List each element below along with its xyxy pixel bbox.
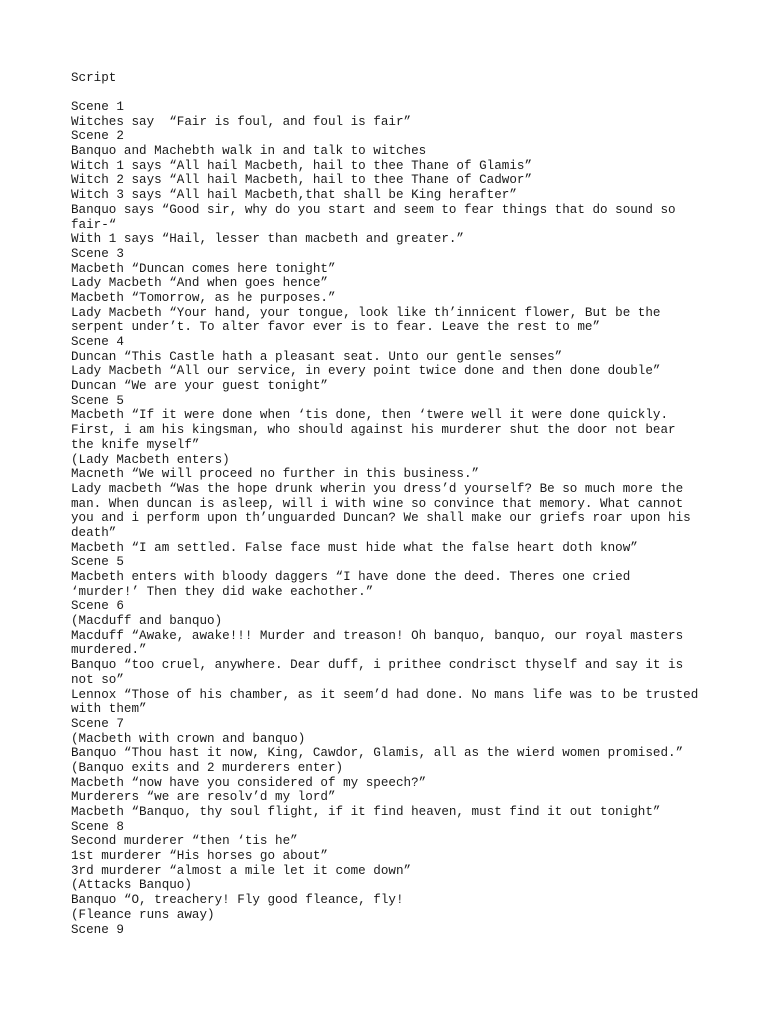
script-line: 3rd murderer “almost a mile let it come down” (71, 863, 412, 878)
script-line: Lennox “Those of his chamber, as it seem’d had done. No mans life was to be trusted (71, 687, 699, 702)
script-line: Macbeth “now have you considered of my speech?” (71, 775, 427, 790)
script-line: Scene 3 (71, 246, 124, 261)
script-line: Lady Macbeth “Your hand, your tongue, look like th’innicent flower, But be the (71, 305, 661, 320)
script-line: not so” (71, 672, 124, 687)
script-line: Lady Macbeth “And when goes hence” (71, 276, 328, 291)
script-line: Macbeth enters with bloody daggers “I have done the deed. Theres one cried (71, 570, 631, 584)
script-line: Scene 2 (71, 129, 124, 144)
script-line: Second murderer “then ‘tis he” (71, 834, 298, 849)
script-body (71, 100, 701, 937)
script-line: ‘murder!’ Then they did wake eachother.” (71, 584, 374, 599)
script-line: Scene 1 (71, 100, 124, 114)
script-line: (Fleance runs away) (71, 907, 215, 922)
script-line: with them” (71, 702, 147, 717)
script-line: Scene 5 (71, 393, 124, 408)
script-line: Macbeth “Duncan comes here tonight” (71, 261, 336, 276)
script-line: death” (71, 525, 117, 540)
script-line: fair-“ (71, 217, 117, 232)
script-line: Scene 5 (71, 555, 124, 570)
script-line: Macneth “We will proceed no further in this business.” (71, 467, 480, 482)
script-line: Macbeth “Tomorrow, as he purposes.” (71, 290, 336, 305)
script-line: Lady Macbeth “All our service, in every point twice done and then done double” (71, 364, 661, 379)
script-line: you and i perform upon th’unguarded Duncan? We shall make our griefs roar upon his (71, 511, 691, 526)
script-line: Witch 2 says “All hail Macbeth, hail to thee Thane of Cadwor” (71, 173, 533, 188)
script-line: Witches say “Fair is foul, and foul is fair” (71, 114, 412, 129)
script-line: Witch 1 says “All hail Macbeth, hail to thee Thane of Glamis” (71, 158, 533, 173)
script-line: Banquo “O, treachery! Fly good fleance, fly! (71, 893, 404, 908)
script-line: Macduff “Awake, awake!!! Murder and treason! Oh banquo, banquo, our royal masters (71, 628, 684, 643)
script-line: (Lady Macbeth enters) (71, 452, 230, 467)
script-line: (Macduff and banquo) (71, 614, 223, 629)
script-line: Macbeth “Banquo, thy soul flight, if it find heaven, must find it out tonight” (71, 805, 661, 819)
script-line: Duncan “This Castle hath a pleasant seat. Unto our gentle senses” (71, 349, 563, 364)
script-line: Scene 8 (71, 819, 124, 834)
script-line: Banquo “Thou hast it now, King, Cawdor, Glamis, all as the wierd women promised.” (71, 746, 684, 761)
script-line: With 1 says “Hail, lesser than macbeth and greater.” (71, 232, 464, 247)
script-line: Scene 9 (71, 922, 124, 937)
script-line: the knife myself” (71, 437, 200, 452)
script-line: (Macbeth with crown and banquo) (71, 731, 306, 746)
script-line: Scene 7 (71, 716, 124, 731)
script-line: Murderers “we are resolv’d my lord” (71, 790, 336, 805)
script-line: First, i am his kingsman, who should against his murderer shut the door not bear (71, 423, 676, 438)
script-line: Banquo “too cruel, anywhere. Dear duff, i prithee condrisct thyself and say it is (71, 658, 684, 673)
script-line: Scene 4 (71, 335, 124, 349)
script-line: Scene 6 (71, 599, 124, 614)
script-line: Duncan “We are your guest tonight” (71, 379, 328, 394)
script-line: Macbeth “I am settled. False face must hide what the false heart doth know” (71, 540, 638, 555)
script-line: Banquo and Machebth walk in and talk to witches (71, 144, 427, 159)
script-line: Banquo says “Good sir, why do you start and seem to fear things that do sound so (71, 202, 676, 217)
script-line: 1st murderer “His horses go about” (71, 849, 328, 864)
script-line: murdered.” (71, 643, 147, 658)
script-line: (Banquo exits and 2 murderers enter) (71, 760, 344, 775)
script-line: Macbeth “If it were done when ‘tis done, then ‘twere well it were done quickly. (71, 408, 669, 423)
script-line: serpent under’t. To alter favor ever is to fear. Leave the rest to me” (71, 320, 601, 335)
script-line: Witch 3 says “All hail Macbeth,that shall be King herafter” (71, 188, 517, 203)
script-line: (Attacks Banquo) (71, 878, 192, 893)
document-title: Script (71, 71, 117, 85)
script-line: Lady macbeth “Was the hope drunk wherin you dress’d yourself? Be so much more the (71, 481, 684, 496)
script-line: man. When duncan is asleep, will i with wine so convince that memory. What cannot (71, 496, 684, 511)
